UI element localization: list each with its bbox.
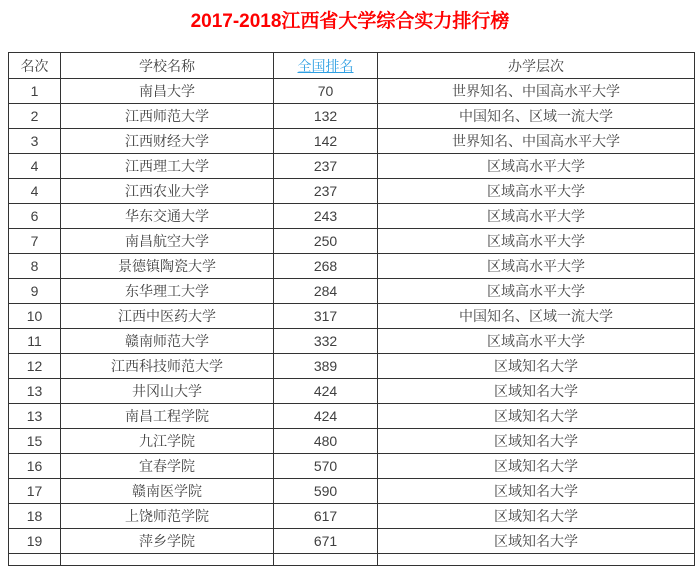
cell-school-name: 九江学院 xyxy=(61,429,274,454)
cell-national-rank xyxy=(274,554,378,566)
cell-school-name: 江西中医药大学 xyxy=(61,304,274,329)
cell-school-name: 南昌航空大学 xyxy=(61,229,274,254)
cell-national-rank: 237 xyxy=(274,154,378,179)
cell-rank: 3 xyxy=(9,129,61,154)
cell-rank xyxy=(9,554,61,566)
table-row xyxy=(9,79,695,104)
cell-school-level: 区域高水平大学 xyxy=(378,329,695,354)
cell-rank: 8 xyxy=(9,254,61,279)
table-row xyxy=(9,504,695,529)
table-row xyxy=(9,104,695,129)
cell-school-name: 南昌工程学院 xyxy=(61,404,274,429)
national-rank-link[interactable]: 全国排名 xyxy=(297,57,354,74)
cell-school-level: 区域知名大学 xyxy=(378,479,695,504)
cell-school-name: 华东交通大学 xyxy=(61,204,274,229)
cell-school-name: 宜春学院 xyxy=(61,454,274,479)
cell-national-rank: 570 xyxy=(274,454,378,479)
cell-rank: 1 xyxy=(9,79,61,104)
cell-rank: 15 xyxy=(9,429,61,454)
cell-school-level xyxy=(378,554,695,566)
cell-school-name: 江西师范大学 xyxy=(61,104,274,129)
cell-school-name: 江西理工大学 xyxy=(61,154,274,179)
cell-national-rank: 142 xyxy=(274,129,378,154)
cell-national-rank: 284 xyxy=(274,279,378,304)
cell-school-name xyxy=(61,554,274,566)
cell-school-name: 南昌大学 xyxy=(61,79,274,104)
cell-national-rank: 332 xyxy=(274,329,378,354)
cell-rank: 19 xyxy=(9,529,61,554)
cell-rank: 12 xyxy=(9,354,61,379)
cell-school-name: 赣南师范大学 xyxy=(61,329,274,354)
cell-rank: 6 xyxy=(9,204,61,229)
cell-school-name: 井冈山大学 xyxy=(61,379,274,404)
cell-school-level: 区域知名大学 xyxy=(378,504,695,529)
cell-school-name: 萍乡学院 xyxy=(61,529,274,554)
table-row xyxy=(9,229,695,254)
cell-rank: 9 xyxy=(9,279,61,304)
cell-school-name: 江西财经大学 xyxy=(61,129,274,154)
cell-rank: 4 xyxy=(9,154,61,179)
cell-school-level: 区域知名大学 xyxy=(378,404,695,429)
cell-rank: 7 xyxy=(9,229,61,254)
header-school-level: 办学层次 xyxy=(378,53,695,79)
cell-national-rank: 250 xyxy=(274,229,378,254)
cell-school-level: 中国知名、区域一流大学 xyxy=(378,304,695,329)
cell-national-rank: 317 xyxy=(274,304,378,329)
page-title: 2017-2018江西省大学综合实力排行榜 xyxy=(190,11,510,32)
cell-rank: 16 xyxy=(9,454,61,479)
table-row xyxy=(9,329,695,354)
table-row xyxy=(9,429,695,454)
table-row xyxy=(9,454,695,479)
cell-rank: 18 xyxy=(9,504,61,529)
cell-school-name: 江西科技师范大学 xyxy=(61,354,274,379)
cell-rank: 11 xyxy=(9,329,61,354)
cell-national-rank: 671 xyxy=(274,529,378,554)
cell-school-level: 世界知名、中国高水平大学 xyxy=(378,129,695,154)
cell-school-name: 上饶师范学院 xyxy=(61,504,274,529)
cell-school-level: 区域高水平大学 xyxy=(378,229,695,254)
cell-rank: 13 xyxy=(9,379,61,404)
cell-school-level: 世界知名、中国高水平大学 xyxy=(378,79,695,104)
cell-school-name: 景德镇陶瓷大学 xyxy=(61,254,274,279)
cell-school-level: 区域知名大学 xyxy=(378,454,695,479)
cell-national-rank: 424 xyxy=(274,404,378,429)
table-row xyxy=(9,204,695,229)
cell-school-name: 赣南医学院 xyxy=(61,479,274,504)
cell-rank: 2 xyxy=(9,104,61,129)
cell-rank: 13 xyxy=(9,404,61,429)
table-body xyxy=(9,79,695,566)
table-row xyxy=(9,304,695,329)
table-row xyxy=(9,129,695,154)
cell-school-level: 区域知名大学 xyxy=(378,354,695,379)
cell-national-rank: 389 xyxy=(274,354,378,379)
cell-national-rank: 132 xyxy=(274,104,378,129)
university-ranking-table xyxy=(8,52,695,566)
header-rank: 名次 xyxy=(9,53,61,79)
table-row xyxy=(9,154,695,179)
cell-school-name: 江西农业大学 xyxy=(61,179,274,204)
table-row xyxy=(9,529,695,554)
cell-national-rank: 237 xyxy=(274,179,378,204)
table-row xyxy=(9,179,695,204)
cell-national-rank: 590 xyxy=(274,479,378,504)
cell-national-rank: 70 xyxy=(274,79,378,104)
table-row xyxy=(9,279,695,304)
cell-national-rank: 480 xyxy=(274,429,378,454)
cell-school-name: 东华理工大学 xyxy=(61,279,274,304)
cell-national-rank: 617 xyxy=(274,504,378,529)
table-row xyxy=(9,404,695,429)
cell-school-level: 区域知名大学 xyxy=(378,529,695,554)
table-header-row xyxy=(9,53,695,79)
header-school-name: 学校名称 xyxy=(61,53,274,79)
table-row xyxy=(9,254,695,279)
cell-rank: 10 xyxy=(9,304,61,329)
cell-school-level: 区域高水平大学 xyxy=(378,204,695,229)
header-national-rank xyxy=(274,53,378,79)
table-row xyxy=(9,379,695,404)
cell-school-level: 区域高水平大学 xyxy=(378,279,695,304)
cell-school-level: 区域高水平大学 xyxy=(378,254,695,279)
cell-national-rank: 243 xyxy=(274,204,378,229)
cell-school-level: 区域高水平大学 xyxy=(378,154,695,179)
cell-school-level: 区域高水平大学 xyxy=(378,179,695,204)
cell-rank: 17 xyxy=(9,479,61,504)
cell-school-level: 区域知名大学 xyxy=(378,379,695,404)
cell-school-level: 中国知名、区域一流大学 xyxy=(378,104,695,129)
table-row xyxy=(9,354,695,379)
cell-national-rank: 268 xyxy=(274,254,378,279)
cell-national-rank: 424 xyxy=(274,379,378,404)
cell-school-level: 区域知名大学 xyxy=(378,429,695,454)
table-row-partial xyxy=(9,554,695,566)
table-row xyxy=(9,479,695,504)
cell-rank: 4 xyxy=(9,179,61,204)
